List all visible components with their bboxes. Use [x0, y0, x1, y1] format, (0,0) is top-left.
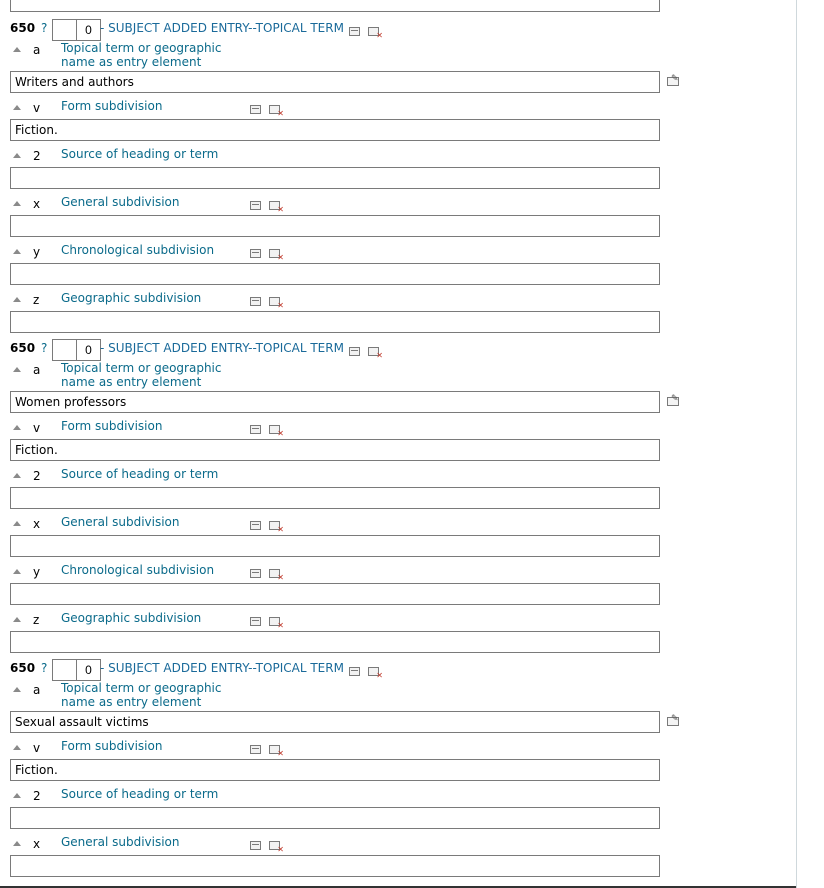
- move-up-arrow-icon[interactable]: [13, 687, 21, 692]
- delete-tag-icon[interactable]: [368, 347, 379, 356]
- subfield-header: [0, 787, 796, 807]
- tag-help-link[interactable]: ?: [41, 341, 48, 355]
- delete-field-icon[interactable]: [269, 841, 280, 850]
- subfield-header: [0, 611, 796, 631]
- subfield-header: [0, 467, 796, 487]
- subfield-header: [0, 835, 796, 855]
- clone-field-icon[interactable]: [250, 841, 261, 850]
- subfield-label[interactable]: Topical term or geographic name as entry element: [61, 681, 222, 709]
- move-up-arrow-icon[interactable]: [13, 793, 21, 798]
- subfield-input[interactable]: [10, 807, 660, 829]
- subfield-input[interactable]: [10, 119, 660, 141]
- delete-field-icon[interactable]: [269, 425, 280, 434]
- subfield-input[interactable]: [10, 263, 660, 285]
- move-up-arrow-icon[interactable]: [13, 473, 21, 478]
- subfield-field-row: [0, 263, 796, 291]
- subfield-field-row: [0, 71, 796, 99]
- indicator-1-input[interactable]: [52, 19, 77, 41]
- subfield-header: [0, 361, 796, 391]
- tag-number: 650: [10, 21, 36, 35]
- subfield-field-row: [0, 855, 796, 883]
- subfield-field-row: [0, 711, 796, 739]
- clone-field-icon[interactable]: [250, 617, 261, 626]
- move-up-arrow-icon[interactable]: [13, 153, 21, 158]
- subfield-input[interactable]: [10, 215, 660, 237]
- subfield-label[interactable]: Chronological subdivision: [61, 243, 215, 257]
- subfield-input[interactable]: [10, 855, 660, 877]
- subfield-code: 2: [33, 149, 41, 163]
- tag-title[interactable]: - SUBJECT ADDED ENTRY--TOPICAL TERM: [100, 341, 344, 355]
- subfield-header: [0, 681, 796, 711]
- subfield-field-row: [0, 631, 796, 659]
- move-up-arrow-icon[interactable]: [13, 425, 21, 430]
- tag-row: [0, 19, 796, 41]
- subfield-field-row: [0, 119, 796, 147]
- subfield-header: [0, 563, 796, 583]
- subfield-label[interactable]: Form subdivision: [61, 739, 163, 753]
- clone-field-icon[interactable]: [250, 105, 261, 114]
- tag-help-link[interactable]: ?: [41, 661, 48, 675]
- subfield-label[interactable]: General subdivision: [61, 515, 180, 529]
- subfield-label[interactable]: General subdivision: [61, 195, 180, 209]
- marc-records: [0, 19, 796, 883]
- indicator-1-input[interactable]: [52, 339, 77, 361]
- subfield-code: x: [33, 517, 41, 531]
- tag-number: 650: [10, 341, 36, 355]
- subfield-field-row: [0, 215, 796, 243]
- clone-field-icon[interactable]: [250, 297, 261, 306]
- page-divider: [796, 0, 797, 888]
- subfield-input[interactable]: [10, 711, 660, 733]
- subfield-label[interactable]: Geographic subdivision: [61, 291, 202, 305]
- subfield-code: a: [33, 43, 41, 57]
- indicator-2-input[interactable]: [76, 19, 101, 41]
- value-builder-icon[interactable]: [667, 77, 679, 86]
- delete-field-icon[interactable]: [269, 105, 280, 114]
- subfield-code: 2: [33, 789, 41, 803]
- subfield-input[interactable]: [10, 391, 660, 413]
- indicator-2-input[interactable]: [76, 339, 101, 361]
- subfield-input[interactable]: [10, 311, 660, 333]
- delete-field-icon[interactable]: [269, 617, 280, 626]
- subfield-label[interactable]: Geographic subdivision: [61, 611, 202, 625]
- clone-field-icon[interactable]: [250, 569, 261, 578]
- value-builder-icon[interactable]: [667, 717, 679, 726]
- clone-field-icon[interactable]: [250, 745, 261, 754]
- subfield-code: v: [33, 741, 41, 755]
- subfield-code: x: [33, 197, 41, 211]
- subfield-field-row: [0, 487, 796, 515]
- subfield-field-row: [0, 167, 796, 195]
- move-up-arrow-icon[interactable]: [13, 521, 21, 526]
- subfield-field-row: [0, 807, 796, 835]
- subfield-label[interactable]: Topical term or geographic name as entry element: [61, 41, 222, 69]
- subfield-input[interactable]: [10, 167, 660, 189]
- subfield-input[interactable]: [10, 439, 660, 461]
- subfield-code: z: [33, 293, 40, 307]
- subfield-header: [0, 147, 796, 167]
- tag-number: 650: [10, 661, 36, 675]
- subfield-header: [0, 41, 796, 71]
- subfield-header: [0, 515, 796, 535]
- subfield-input[interactable]: [10, 583, 660, 605]
- move-up-arrow-icon[interactable]: [13, 569, 21, 574]
- subfield-field-row: [0, 535, 796, 563]
- subfield-code: a: [33, 363, 41, 377]
- delete-field-icon[interactable]: [269, 249, 280, 258]
- delete-field-icon[interactable]: [269, 569, 280, 578]
- clone-field-icon[interactable]: [250, 201, 261, 210]
- subfield-input[interactable]: [10, 535, 660, 557]
- subfield-header: [0, 739, 796, 759]
- move-up-arrow-icon[interactable]: [13, 201, 21, 206]
- subfield-code: z: [33, 613, 40, 627]
- subfield-input[interactable]: [10, 631, 660, 653]
- subfield-header: [0, 291, 796, 311]
- subfield-code: a: [33, 683, 41, 697]
- clone-tag-icon[interactable]: [349, 27, 360, 36]
- tag-help-link[interactable]: ?: [41, 21, 48, 35]
- value-builder-icon[interactable]: [667, 397, 679, 406]
- subfield-code: y: [33, 245, 41, 259]
- tag-row: [0, 659, 796, 681]
- subfield-field-row: [0, 439, 796, 467]
- delete-tag-icon[interactable]: [368, 27, 379, 36]
- move-up-arrow-icon[interactable]: [13, 249, 21, 254]
- clone-field-icon[interactable]: [250, 425, 261, 434]
- subfield-input[interactable]: [10, 487, 660, 509]
- subfield-code: x: [33, 837, 41, 851]
- previous-field-input[interactable]: [10, 0, 660, 12]
- subfield-label[interactable]: Form subdivision: [61, 419, 163, 433]
- subfield-label[interactable]: Topical term or geographic name as entry element: [61, 361, 222, 389]
- subfield-code: v: [33, 101, 41, 115]
- delete-field-icon[interactable]: [269, 201, 280, 210]
- clone-tag-icon[interactable]: [349, 667, 360, 676]
- clone-field-icon[interactable]: [250, 521, 261, 530]
- move-up-arrow-icon[interactable]: [13, 105, 21, 110]
- clone-field-icon[interactable]: [250, 249, 261, 258]
- subfield-label[interactable]: General subdivision: [61, 835, 180, 849]
- move-up-arrow-icon[interactable]: [13, 367, 21, 372]
- delete-field-icon[interactable]: [269, 745, 280, 754]
- indicator-2-input[interactable]: [76, 659, 101, 681]
- subfield-header: [0, 419, 796, 439]
- subfield-input[interactable]: [10, 71, 660, 93]
- clone-tag-icon[interactable]: [349, 347, 360, 356]
- subfield-field-row: [0, 583, 796, 611]
- subfield-header: [0, 195, 796, 215]
- move-up-arrow-icon[interactable]: [13, 745, 21, 750]
- move-up-arrow-icon[interactable]: [13, 617, 21, 622]
- tag-title[interactable]: - SUBJECT ADDED ENTRY--TOPICAL TERM: [100, 661, 344, 675]
- subfield-label[interactable]: Form subdivision: [61, 99, 163, 113]
- delete-tag-icon[interactable]: [368, 667, 379, 676]
- subfield-code: v: [33, 421, 41, 435]
- tag-title[interactable]: - SUBJECT ADDED ENTRY--TOPICAL TERM: [100, 21, 344, 35]
- move-up-arrow-icon[interactable]: [13, 297, 21, 302]
- subfield-header: [0, 99, 796, 119]
- subfield-input[interactable]: [10, 759, 660, 781]
- subfield-label[interactable]: Source of heading or term: [61, 787, 219, 801]
- move-up-arrow-icon[interactable]: [13, 47, 21, 52]
- move-up-arrow-icon[interactable]: [13, 841, 21, 846]
- subfield-field-row: [0, 759, 796, 787]
- subfield-field-row: [0, 391, 796, 419]
- subfield-label[interactable]: Source of heading or term: [61, 467, 219, 481]
- subfield-header: [0, 243, 796, 263]
- subfield-label[interactable]: Source of heading or term: [61, 147, 219, 161]
- subfield-code: 2: [33, 469, 41, 483]
- indicator-1-input[interactable]: [52, 659, 77, 681]
- tag-row: [0, 339, 796, 361]
- subfield-code: y: [33, 565, 41, 579]
- subfield-field-row: [0, 311, 796, 339]
- delete-field-icon[interactable]: [269, 297, 280, 306]
- subfield-label[interactable]: Chronological subdivision: [61, 563, 215, 577]
- delete-field-icon[interactable]: [269, 521, 280, 530]
